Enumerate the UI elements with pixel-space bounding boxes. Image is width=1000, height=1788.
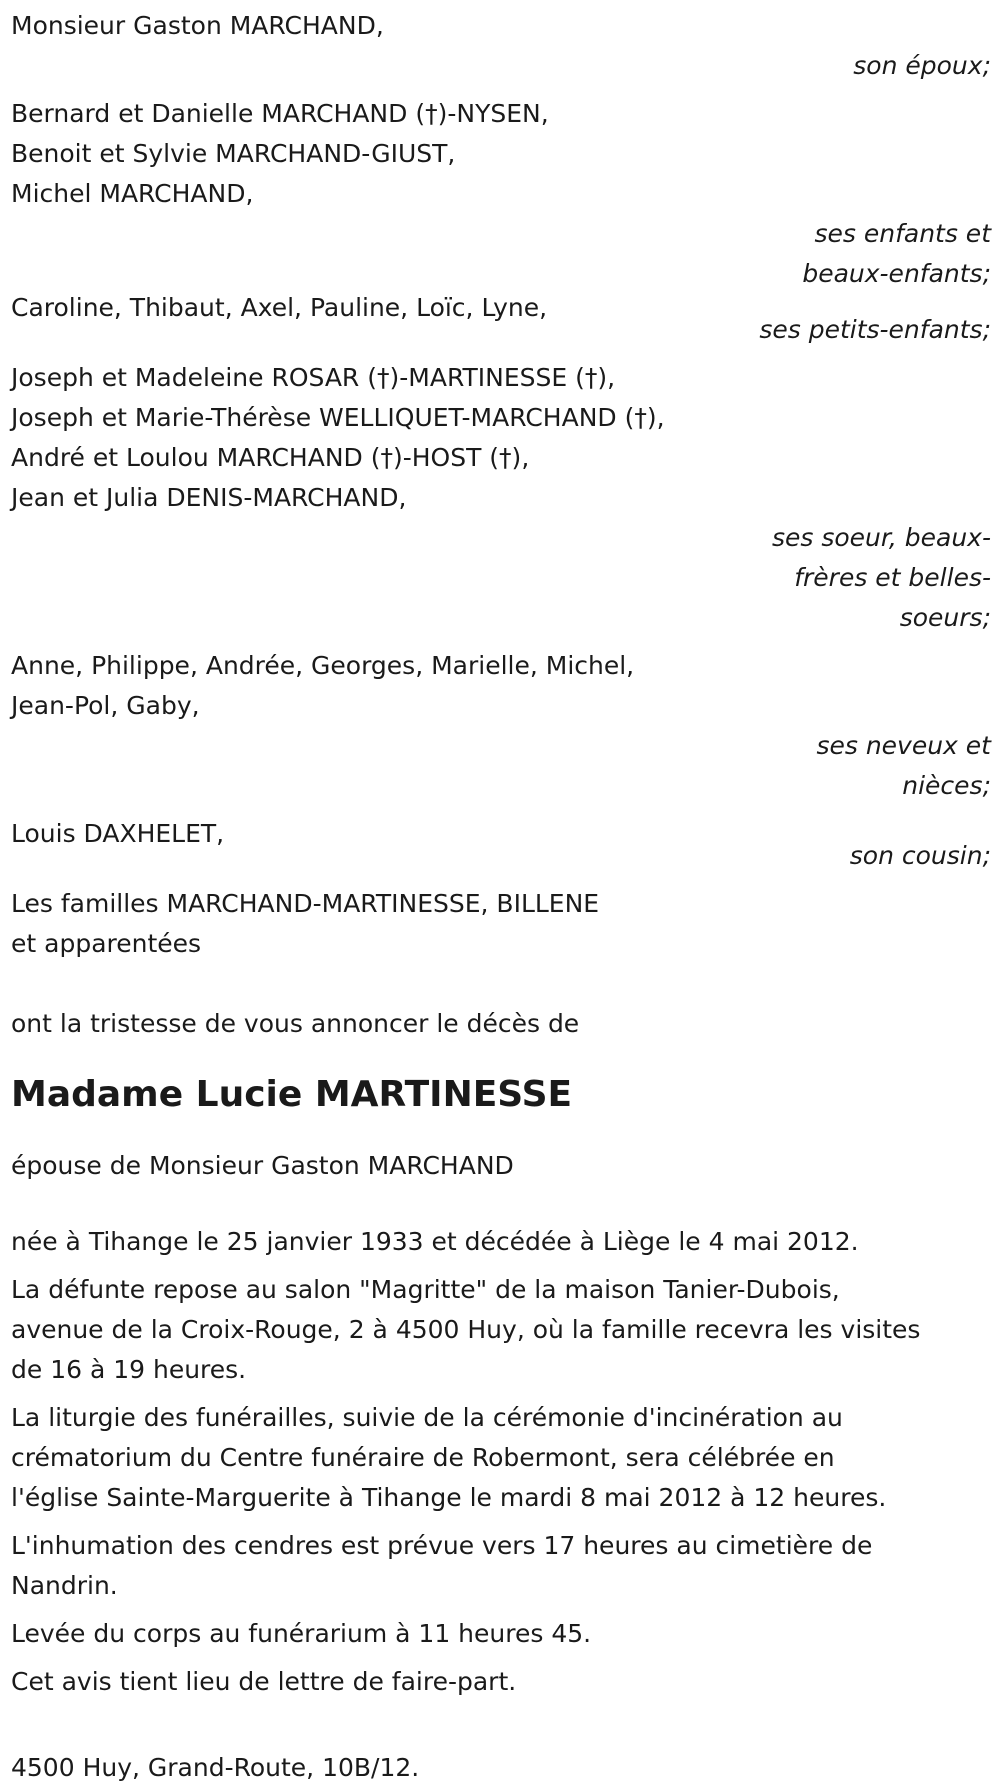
birth-death-text: née à Tihange le 25 janvier 1933 et décédée à Liège le 4 mai 2012. (11, 1227, 859, 1256)
spouse-group (11, 6, 991, 86)
relation-line: ses neveux et (816, 731, 991, 760)
families-line: et apparentées (11, 929, 202, 958)
sibling-name: Joseph et Madeleine ROSAR (†)-MARTINESSE (†), (11, 363, 616, 392)
notice-text: Cet avis tient lieu de lettre de faire-part. (11, 1667, 517, 1696)
obituary-notice (11, 6, 991, 1788)
child-name: Benoit et Sylvie MARCHAND-GIUST, (11, 139, 456, 168)
child-name: Bernard et Danielle MARCHAND (†)-NYSEN, (11, 99, 549, 128)
siblings-group (11, 358, 991, 638)
paragraph-line: L'inhumation des cendres est prévue vers 17 heures au cimetière de (11, 1531, 873, 1560)
sibling-name: Joseph et Marie-Thérèse WELLIQUET-MARCHAND (†), (11, 403, 665, 432)
relation-line: beaux-enfants; (802, 259, 991, 288)
siblings-relation (11, 518, 991, 638)
funeral-text (11, 1398, 991, 1518)
paragraph-line: avenue de la Croix-Rouge, 2 à 4500 Huy, où la famille recevra les visites (11, 1315, 921, 1344)
spouse-relation: son époux; (853, 51, 991, 80)
viewing-text (11, 1270, 991, 1390)
relation-line: soeurs; (899, 603, 991, 632)
burial-text (11, 1526, 991, 1606)
spouse-line: épouse de Monsieur Gaston MARCHAND (11, 1151, 514, 1180)
cousin-name: Louis DAXHELET, (11, 819, 225, 848)
announcement-text: ont la tristesse de vous annoncer le décès de (11, 1009, 580, 1038)
relation-line: ses soeur, beaux- (771, 523, 991, 552)
deceased-title: Madame Lucie MARTINESSE (11, 1074, 573, 1115)
relation-line: frères et belles- (794, 563, 991, 592)
families-group (11, 884, 991, 964)
spouse-name: Monsieur Gaston MARCHAND, (11, 11, 384, 40)
nephew-names: Anne, Philippe, Andrée, Georges, Marielle, Michel, (11, 651, 635, 680)
nephew-names: Jean-Pol, Gaby, (11, 691, 200, 720)
relation-line: ses enfants et (814, 219, 991, 248)
paragraph-line: l'église Sainte-Marguerite à Tihange le mardi 8 mai 2012 à 12 heures. (11, 1483, 887, 1512)
address-text: 4500 Huy, Grand-Route, 10B/12. (11, 1753, 420, 1782)
departure-text: Levée du corps au funérarium à 11 heures 45. (11, 1619, 592, 1648)
paragraph-line: de 16 à 19 heures. (11, 1355, 247, 1384)
grandchildren-names: Caroline, Thibaut, Axel, Pauline, Loïc, Lyne, (11, 293, 548, 322)
child-name: Michel MARCHAND, (11, 179, 254, 208)
paragraph-line: crématorium du Centre funéraire de Robermont, sera célébrée en (11, 1443, 835, 1472)
children-group (11, 94, 991, 294)
grandchildren-group (11, 288, 991, 350)
families-line: Les familles MARCHAND-MARTINESSE, BILLENE (11, 889, 600, 918)
cousin-group (11, 814, 991, 876)
children-relation (11, 214, 991, 294)
sibling-name: André et Loulou MARCHAND (†)-HOST (†), (11, 443, 530, 472)
grandchildren-relation: ses petits-enfants; (759, 315, 991, 344)
nephews-group (11, 646, 991, 806)
paragraph-line: La liturgie des funérailles, suivie de la cérémonie d'incinération au (11, 1403, 843, 1432)
paragraph-line: Nandrin. (11, 1571, 118, 1600)
nephews-relation (11, 726, 991, 806)
sibling-name: Jean et Julia DENIS-MARCHAND, (11, 483, 407, 512)
relation-line: nièces; (902, 771, 991, 800)
paragraph-line: La défunte repose au salon "Magritte" de la maison Tanier-Dubois, (11, 1275, 840, 1304)
cousin-relation: son cousin; (849, 841, 991, 870)
